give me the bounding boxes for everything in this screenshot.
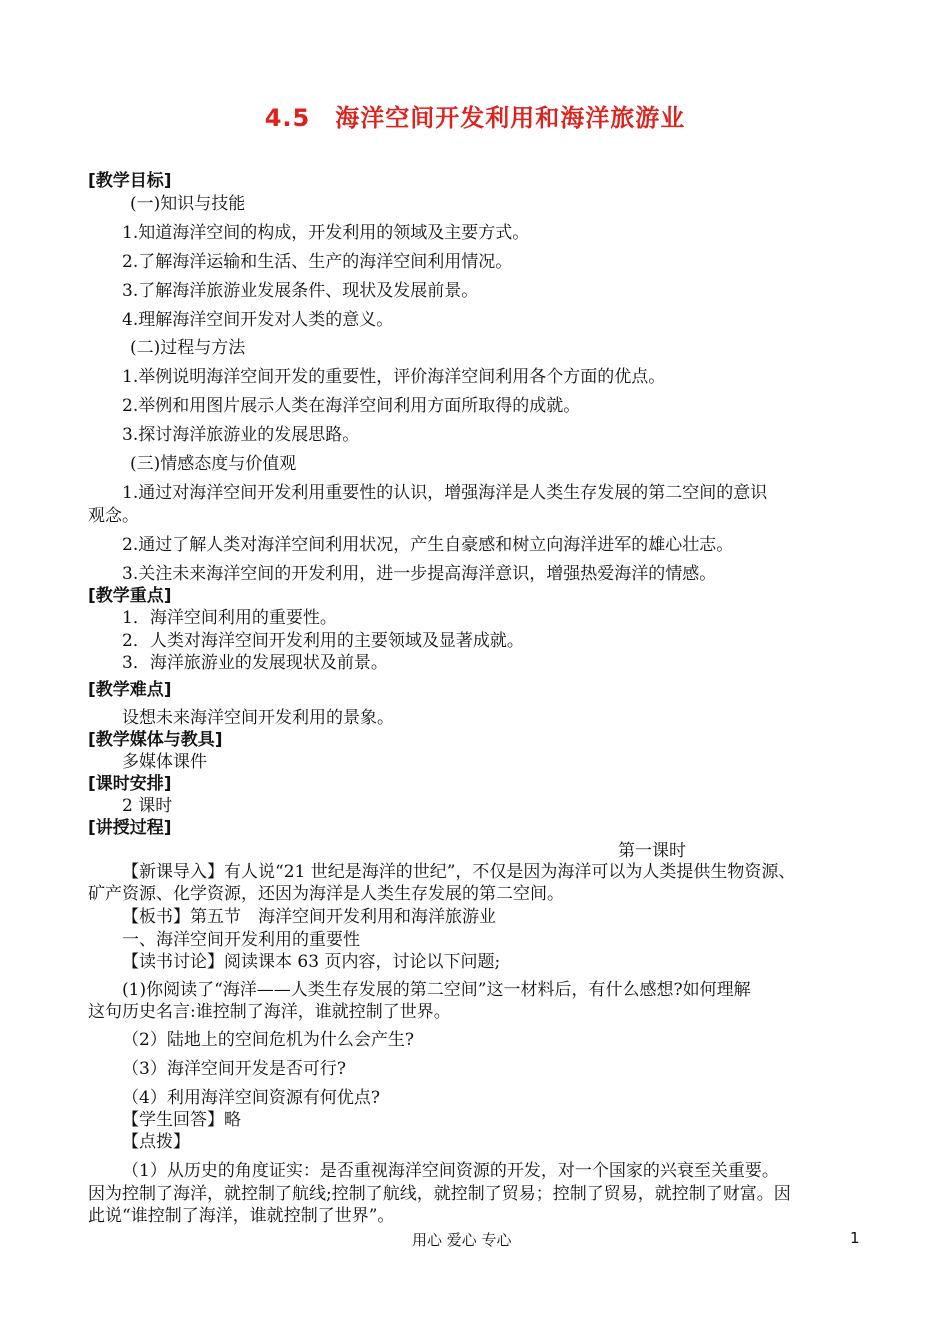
media-heading: [教学媒体与教具] — [88, 730, 223, 750]
goals-subheading-3: (三)情感态度与价值观 — [130, 454, 297, 474]
difficulty-heading: [教学难点] — [88, 680, 172, 700]
guide-line: 因为控制了海洋，就控制了航线;控制了航线，就控制了贸易；控制了贸易，就控制了财富。因 — [88, 1184, 791, 1204]
question-item: (1)你阅读了“海洋——人类生存发展的第二空间”这一材料后，有什么感想?如何理解 — [122, 980, 751, 1000]
section-heading: 一、海洋空间开发利用的重要性 — [122, 930, 360, 950]
reading-discussion: 【读书讨论】阅读课本 63 页内容，讨论以下问题; — [122, 952, 501, 972]
goal-item: 2.了解海洋运输和生活、生产的海洋空间利用情况。 — [122, 252, 513, 272]
keypoint-item: 2．人类对海洋空间开发利用的主要领域及显著成就。 — [122, 631, 524, 651]
lesson-label: 第一课时 — [618, 841, 686, 861]
goal-item: 3.关注未来海洋空间的开发利用，进一步提高海洋意识，增强热爱海洋的情感。 — [122, 564, 717, 584]
difficulty-text: 设想未来海洋空间开发利用的景象。 — [122, 708, 394, 728]
keypoint-item: 3．海洋旅游业的发展现状及前景。 — [122, 653, 388, 673]
guide-line: （1）从历史的角度证实：是否重视海洋空间资源的开发，对一个国家的兴衰至关重要。 — [122, 1161, 779, 1181]
goal-item: 3.了解海洋旅游业发展条件、现状及发展前景。 — [122, 281, 479, 301]
guide-heading: 【点拨】 — [122, 1132, 190, 1152]
question-item: （2）陆地上的空间危机为什么会产生? — [122, 1030, 414, 1050]
goal-item: 1.举例说明海洋空间开发的重要性，评价海洋空间利用各个方面的优点。 — [122, 367, 666, 387]
goal-item-continuation: 观念。 — [88, 506, 139, 526]
footer-slogan: 用心 爱心 专心 — [412, 1231, 512, 1249]
goal-item: 2.举例和用图片展示人类在海洋空间利用方面所取得的成就。 — [122, 396, 581, 416]
keypoints-heading: [教学重点] — [88, 586, 172, 606]
board-line: 【板书】第五节 海洋空间开发利用和海洋旅游业 — [122, 907, 496, 927]
question-item-continuation: 这句历史名言:谁控制了海洋，谁就控制了世界。 — [88, 1002, 451, 1022]
question-item: （3）海洋空间开发是否可行? — [122, 1059, 346, 1079]
process-heading: [讲授过程] — [88, 818, 172, 838]
goals-subheading-2: (二)过程与方法 — [130, 338, 246, 358]
intro-line: 矿产资源、化学资源，还因为海洋是人类生存发展的第二空间。 — [88, 884, 564, 904]
goals-heading: [教学目标] — [88, 171, 172, 191]
schedule-text: 2 课时 — [122, 796, 173, 816]
goal-item: 4.理解海洋空间开发对人类的意义。 — [122, 310, 394, 330]
student-answer: 【学生回答】略 — [122, 1110, 241, 1130]
keypoint-item: 1．海洋空间利用的重要性。 — [122, 608, 337, 628]
question-item: （4）利用海洋空间资源有何优点? — [122, 1088, 380, 1108]
goal-item: 1.通过对海洋空间开发利用重要性的认识，增强海洋是人类生存发展的第二空间的意识 — [122, 483, 768, 503]
page-number: 1 — [850, 1229, 860, 1247]
document-title: 4.5 海洋空间开发利用和海洋旅游业 — [264, 104, 686, 132]
goals-subheading-1: (一)知识与技能 — [130, 194, 246, 214]
goal-item: 1.知道海洋空间的构成，开发利用的领域及主要方式。 — [122, 223, 530, 243]
goal-item: 2.通过了解人类对海洋空间利用状况，产生自豪感和树立向海洋进军的雄心壮志。 — [122, 535, 734, 555]
goal-item: 3.探讨海洋旅游业的发展思路。 — [122, 425, 360, 445]
media-text: 多媒体课件 — [122, 752, 207, 772]
guide-line: 此说“谁控制了海洋，谁就控制了世界”。 — [88, 1206, 395, 1226]
intro-line: 【新课导入】有人说“21 世纪是海洋的世纪”，不仅是因为海洋可以为人类提供生物资源、 — [122, 862, 796, 882]
schedule-heading: [课时安排] — [88, 774, 172, 794]
